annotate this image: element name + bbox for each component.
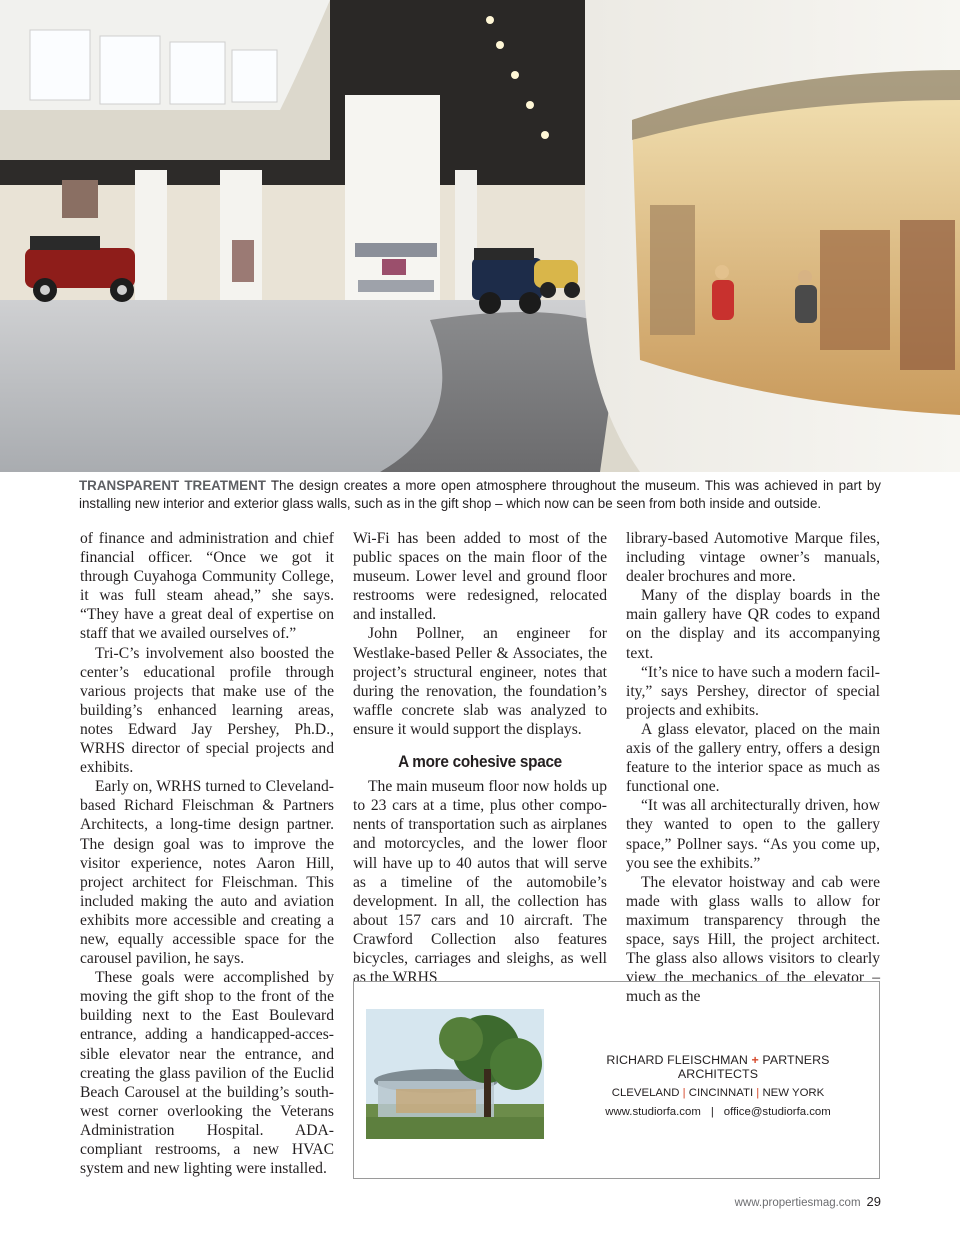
paragraph: Early on, WRHS turned to Cleveland-based Richard Fleischman & Partners Architects, a long-time design partner. The design goal was to improve the visitor experience, notes Aaron Hill, project architect for Fleischman. This included making the auto and aviation exhibits more accessible and creating a new, equally accessible space for the carousel pavilion, he says. — [80, 778, 334, 968]
hero-photo — [0, 0, 960, 472]
paragraph: of finance and administration and chief financial officer. “Once we got it through Cuyahoga Community College, it was full steam ahead,” she says. “They have a great deal of expertise on staff that we availed ourselves of.” — [80, 530, 334, 643]
article-column-1 — [80, 529, 334, 1178]
city: NEW YORK — [762, 1087, 825, 1099]
plus-sign: + — [751, 1053, 759, 1067]
firm-contact — [570, 1106, 866, 1118]
city-separator: | — [756, 1087, 760, 1099]
contact-separator: | — [710, 1106, 714, 1118]
paragraph: These goals were accomplished by moving the gift shop to the front of the building next to the East Boulevard entrance, adding a handicapped-accessible elevator near the entrance, and creating the glass pavilion of the Euclid Beach Carousel at the building’s southwest corner overlooking the Veterans Administration Hospital. ADA-compliant restrooms, a new HVAC system and new lighting were installed. — [80, 969, 334, 1178]
paragraph: John Pollner, an engineer for Westlake-based Peller & Associates, the project’s structural engineer, notes that during the renovation, the foundation’s waffle concrete slab was analyzed to ensure it would support the displays. — [353, 625, 607, 738]
firm-name-part: PARTNERS ARCHITECTS — [677, 1053, 830, 1081]
paragraph: The main museum floor now holds up to 23 cars at a time, plus other components of transportation such as airplanes and motorcycles, and the lower floor will have up to 40 autos that will serve as a timeline of the automobile’s development. In all, the collection has about 157 cars and 10 aircraft. The Crawford Collection also features bicycles, carriages and sleighs, as well as the WRHS — [353, 778, 607, 987]
firm-name-part: RICHARD FLEISCHMAN — [606, 1053, 748, 1067]
firm-email[interactable]: office@studiorfa.com — [723, 1106, 831, 1118]
paragraph: The elevator hoistway and cab were made with glass walls to allow for maximum transparency through the space, says Hill, the project architect. The glass also allows visitors to clearly view the mechanics of the elevator – much as the — [626, 873, 880, 1006]
paragraph: Tri-C’s involvement also boosted the center’s educational profile through various projects that make use of the building’s enhanced learning areas, notes Edward Jay Pershey, Ph.D., WRHS director of special projects and exhibits. — [80, 644, 334, 777]
museum-gallery-illustration — [0, 0, 960, 472]
city: CLEVELAND — [611, 1087, 680, 1099]
paragraph: “It’s nice to have such a modern facility,” says Pershey, director of special projects and exhibits. — [626, 663, 880, 719]
city-separator: | — [682, 1087, 686, 1099]
photo-caption — [79, 477, 881, 513]
firm-name — [570, 1053, 866, 1081]
caption-lead: TRANSPARENT TREATMENT — [79, 478, 266, 493]
article-column-2 — [353, 529, 607, 987]
city: CINCINNATI — [688, 1087, 754, 1099]
caption-text: The design creates a more open atmosphere throughout the museum. This was achieved in part by installing new interior and exterior glass walls, such as in the gift shop – which now can be seen from both inside and outside. — [79, 478, 881, 511]
paragraph: Many of the display boards in the main gallery have QR codes to expand on the display and its accompanying text. — [626, 587, 880, 662]
magazine-url[interactable]: www.propertiesmag.com — [734, 1197, 861, 1209]
carousel-pavilion-photo — [366, 1009, 544, 1139]
page-number: 29 — [866, 1194, 881, 1209]
architect-advertisement — [353, 981, 880, 1179]
article-column-3 — [626, 529, 880, 1006]
paragraph: library-based Automotive Marque files, including vintage owner’s manuals, dealer brochures and more. — [626, 530, 880, 586]
page-footer — [735, 1194, 881, 1209]
firm-website[interactable]: www.studiorfa.com — [605, 1106, 701, 1118]
office-cities — [570, 1087, 866, 1099]
paragraph: A glass elevator, placed on the main axis of the gallery entry, offers a design feature to the interior space as much as functional one. — [626, 720, 880, 796]
section-subhead: A more cohesive space — [398, 752, 562, 772]
paragraph: “It was all architecturally driven, how they wanted to open to the gallery space,” Pollner says. “As you come up, you see the exhibits.” — [626, 797, 880, 872]
paragraph: Wi-Fi has been added to most of the public spaces on the main floor of the museum. Lower level and ground floor restrooms were redesigned, relocated and installed. — [353, 530, 607, 624]
